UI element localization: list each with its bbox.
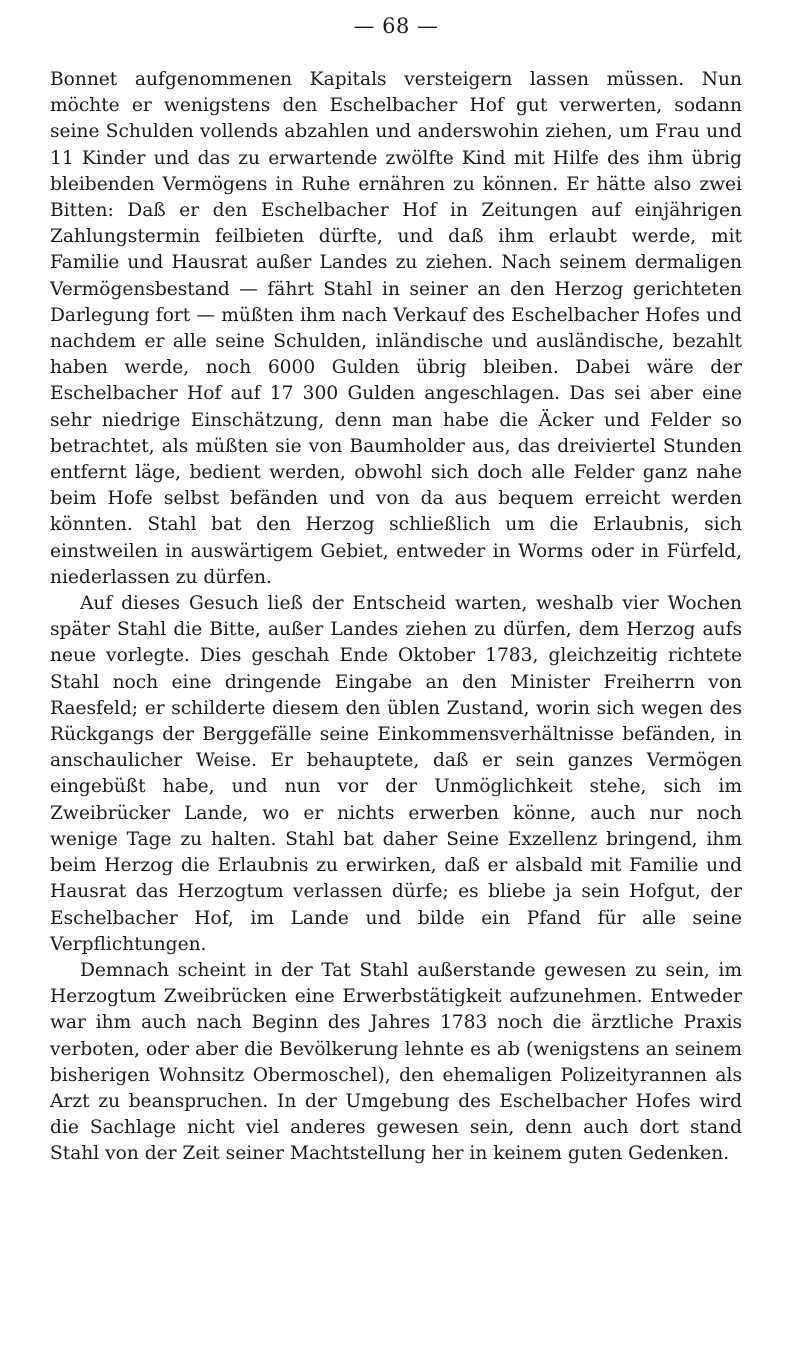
- paragraph-2: Auf dieses Gesuch ließ der Entscheid warten, weshalb vier Wochen später Stahl die Bitte, außer Landes ziehen zu dürfen, dem Herzog aufs neue vorlegte. Dies geschah Ende Oktober 1783, gleichzeitig richtete Stahl noch eine dringende Eingabe an den Minister Freiherrn von Raesfeld; er schilderte diesem den üblen Zustand, worin sich wegen des Rückgangs der Berggefälle seine Einkommensverhältnisse befänden, in anschaulicher Weise. Er behauptete, daß er sein ganzes Vermögen eingebüßt habe, und nun vor der Unmöglichkeit stehe, sich im Zweibrücker Lande, wo er nichts erwerben könne, auch nur noch wenige Tage zu halten. Stahl bat daher Seine Exzellenz bringend, ihm beim Herzog die Erlaubnis zu erwirken, daß er alsbald mit Familie und Hausrat das Herzogtum verlassen dürfe; es bliebe ja sein Hofgut, der Eschelbacher Hof, im Lande und bilde ein Pfand für alle seine Verpflichtungen.: [50, 593, 742, 955]
- body-text: [50, 67, 742, 1168]
- paragraph-1: Bonnet aufgenommenen Kapitals versteigern lassen müssen. Nun möchte er wenigstens den Eschelbacher Hof gut verwerten, sodann seine Schulden vollends abzahlen und anderswohin ziehen, um Frau und 11 Kinder und das zu erwartende zwölfte Kind mit Hilfe des ihm übrig bleibenden Vermögens in Ruhe ernähren zu können. Er hätte also zwei Bitten: Daß er den Eschelbacher Hof in Zeitungen auf einjährigen Zahlungstermin feilbieten dürfte, und daß ihm erlaubt werde, mit Familie und Hausrat außer Landes zu ziehen. Nach seinem dermaligen Vermögensbestand — fährt Stahl in seiner an den Herzog gerichteten Darlegung fort — müßten ihm nach Verkauf des Eschelbacher Hofes und nachdem er alle seine Schulden, inländische und ausländische, bezahlt haben werde, noch 6000 Gulden übrig bleiben. Dabei wäre der Eschelbacher Hof auf 17 300 Gulden angeschlagen. Das sei aber eine sehr niedrige Einschätzung, denn man habe die Äcker und Felder so betrachtet, als müßten sie von Baumholder aus, das dreiviertel Stunden entfernt läge, bedient werden, obwohl sich doch alle Felder ganz nahe beim Hofe selbst befänden und von da aus bequem erreicht werden könnten. Stahl bat den Herzog schließlich um die Erlaubnis, sich einstweilen in auswärtigem Gebiet, entweder in Worms oder in Fürfeld, niederlassen zu dürfen.: [50, 69, 742, 588]
- page-number: — 68 —: [353, 14, 439, 38]
- paragraph-3: Demnach scheint in der Tat Stahl außerstande gewesen zu sein, im Herzogtum Zweibrücken eine Erwerbstätigkeit aufzunehmen. Entweder war ihm auch nach Beginn des Jahres 1783 noch die ärztliche Praxis verboten, oder aber die Bevölkerung lehnte es ab (wenigstens an seinem bisherigen Wohnsitz Obermoschel), den ehemaligen Polizeityrannen als Arzt zu beanspruchen. In der Umgebung des Eschelbacher Hofes wird die Sachlage nicht viel anderes gewesen sein, denn auch dort stand Stahl von der Zeit seiner Machtstellung her in keinem guten Gedenken.: [50, 959, 742, 1165]
